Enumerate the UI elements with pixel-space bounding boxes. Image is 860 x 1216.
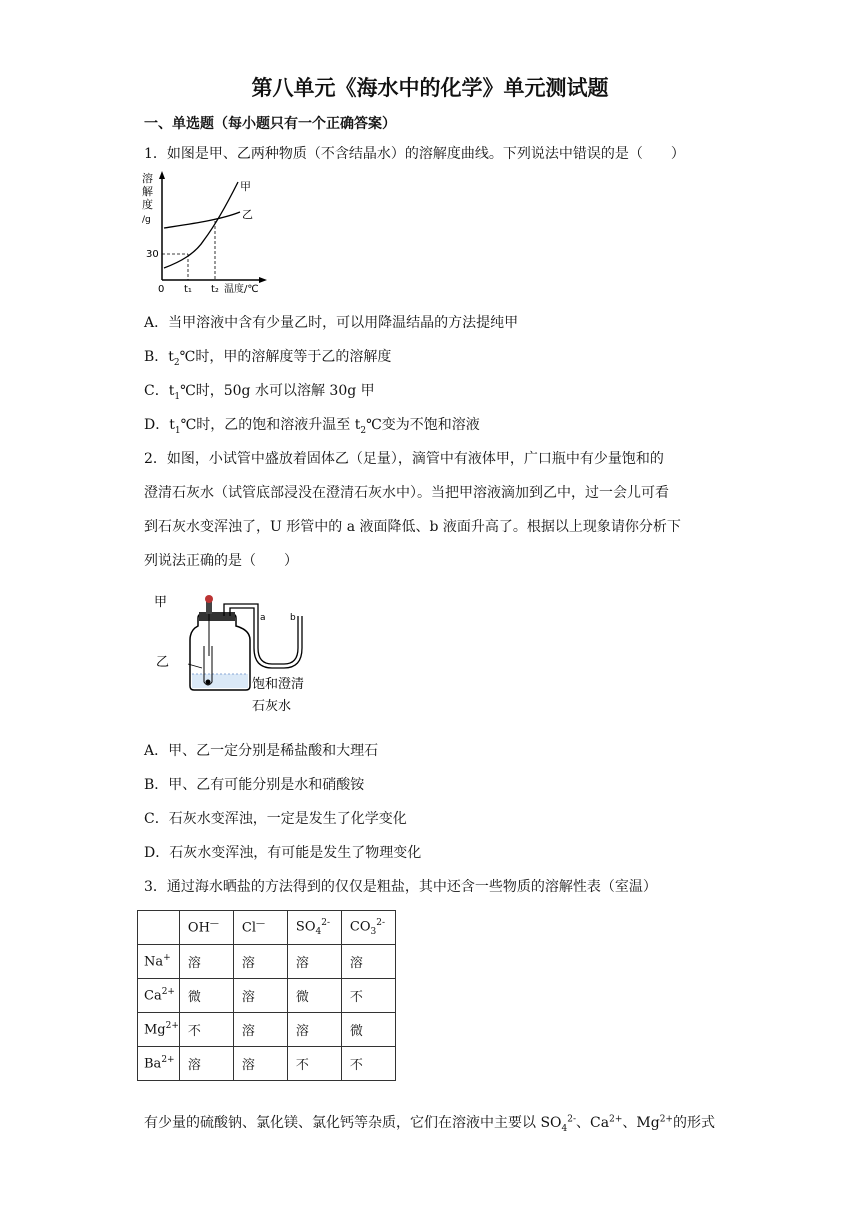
table-cell: 微 <box>341 1013 395 1047</box>
q1-solubility-figure <box>140 168 270 298</box>
x-tick-t2: t₂ <box>211 284 219 295</box>
ylabel-char: 溶 <box>142 172 153 185</box>
table-cell: 溶 <box>287 1013 341 1047</box>
table-cell: 微 <box>179 979 233 1013</box>
table-cell: 溶 <box>233 1047 287 1081</box>
header-so4: $SO_4^{2-}$ <box>287 911 341 945</box>
row-ion-ba: $Ba^{2+}$ <box>138 1047 180 1081</box>
q2-stem-line: 列说法正确的是（ ） <box>144 553 298 569</box>
table-row <box>138 1013 396 1047</box>
label-a: a <box>260 613 266 623</box>
x-tick-t1: t₁ <box>184 284 192 295</box>
q2-stem-line: 澄清石灰水（试管底部浸没在澄清石灰水中）。当把甲溶液滴加到乙中，过一会儿可看 <box>144 485 669 501</box>
label-yi: 乙 <box>156 655 170 670</box>
table-cell: 微 <box>287 979 341 1013</box>
section-heading: 一、单选题（每小题只有一个正确答案） <box>144 116 396 132</box>
table-cell: 不 <box>341 979 395 1013</box>
table-row <box>138 1047 396 1081</box>
q1-option-c: C．$t_1℃$时，50g 水可以溶解 30g 甲 <box>144 383 375 402</box>
ylabel-char: /g <box>142 215 151 225</box>
table-corner-cell <box>138 911 180 945</box>
q2-option-a: A．甲、乙一定分别是稀盐酸和大理石 <box>144 743 379 759</box>
q2-option-b: B．甲、乙有可能分别是水和硝酸铵 <box>144 777 365 793</box>
label-b: b <box>290 613 296 623</box>
q1-option-d: D．$t_1℃$时，乙的饱和溶液升温至 $t_2℃$变为不饱和溶液 <box>144 417 480 436</box>
header-oh: OH— <box>179 911 233 945</box>
q2-stem-line: 2．如图，小试管中盛放着固体乙（足量），滴管中有液体甲，广口瓶中有少量饱和的 <box>144 451 664 467</box>
table-cell: 不 <box>341 1047 395 1081</box>
label-jia: 甲 <box>154 595 168 610</box>
q2-stem-line: 到石灰水变浑浊了，U 形管中的 a 液面降低、b 液面升高了。根据以上现象请你分析下 <box>144 519 681 535</box>
row-ion-na: Na+ <box>138 945 180 979</box>
curve-label-jia: 甲 <box>240 180 251 193</box>
table-cell: 不 <box>179 1013 233 1047</box>
row-ion-mg: $Mg^{2+}$ <box>138 1013 180 1047</box>
caption-line-2: 石灰水 <box>252 699 292 714</box>
curve-label-yi: 乙 <box>242 208 253 221</box>
q1-option-b: B．$t_2℃$时，甲的溶解度等于乙的溶解度 <box>144 349 392 368</box>
table-cell: 不 <box>287 1047 341 1081</box>
y-tick-label: 30 <box>146 249 159 260</box>
origin-label: 0 <box>158 284 165 295</box>
q3-continuation: 有少量的硫酸钠、氯化镁、氯化钙等杂质，它们在溶液中主要以 $SO_4^{2-}$、$Ca^{2+}$、$Mg^{2+}$的形式 <box>144 1114 715 1134</box>
table-cell: 溶 <box>233 1013 287 1047</box>
page-title: 第八单元《海水中的化学》单元测试题 <box>251 76 609 100</box>
table-cell: 溶 <box>341 945 395 979</box>
table-cell: 溶 <box>179 1047 233 1081</box>
ylabel-char: 解 <box>142 185 153 198</box>
table-cell: 溶 <box>233 945 287 979</box>
table-row <box>138 979 396 1013</box>
q1-stem: 1．如图是甲、乙两种物质（不含结晶水）的溶解度曲线。下列说法中错误的是（ ） <box>144 146 685 162</box>
ylabel-char: 度 <box>142 198 153 211</box>
table-cell: 溶 <box>233 979 287 1013</box>
header-co3: $CO_3^{2-}$ <box>341 911 395 945</box>
q2-option-d: D．石灰水变浑浊，有可能是发生了物理变化 <box>144 845 422 861</box>
q2-apparatus-figure <box>150 586 350 721</box>
row-ion-ca: $Ca^{2+}$ <box>138 979 180 1013</box>
table-header-row <box>138 911 396 945</box>
q3-stem: 3．通过海水晒盐的方法得到的仅仅是粗盐，其中还含一些物质的溶解性表（室温） <box>144 879 657 895</box>
table-cell: 溶 <box>287 945 341 979</box>
header-cl: Cl— <box>233 911 287 945</box>
q2-option-c: C．石灰水变浑浊，一定是发生了化学变化 <box>144 811 407 827</box>
q1-option-a: A．当甲溶液中含有少量乙时，可以用降温结晶的方法提纯甲 <box>144 315 519 331</box>
caption-line-1: 饱和澄清 <box>252 677 305 692</box>
table-row <box>138 945 396 979</box>
x-axis-label: 温度/℃ <box>224 284 259 295</box>
table-cell: 溶 <box>179 945 233 979</box>
solubility-table <box>137 910 396 1081</box>
